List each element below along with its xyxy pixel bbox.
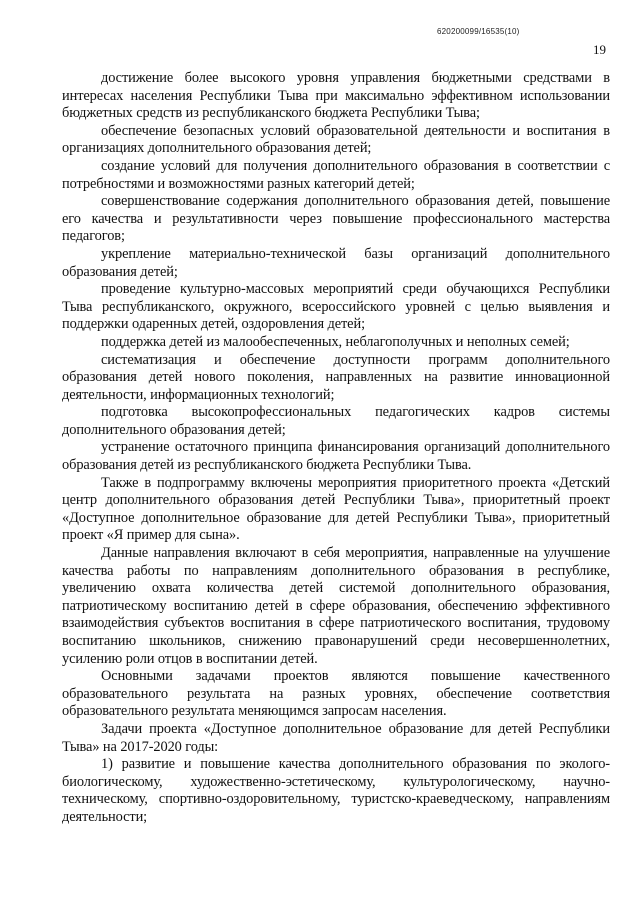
paragraph: создание условий для получения дополнительного образования в соответствии с потребностями и возможностями разных категорий детей; <box>62 157 610 192</box>
paragraph: Также в подпрограмму включены мероприятия приоритетного проекта «Детский центр дополнительного образования детей Республики Тыва», приоритетный проект «Доступное дополнительное образование для детей Республики Тыва», приоритетный проект «Я пример для сына». <box>62 474 610 544</box>
paragraph: совершенствование содержания дополнительного образования детей, повышение его качества и результативности через повышение профессионального мастерства педагогов; <box>62 193 610 245</box>
paragraph: Данные направления включают в себя мероприятия, направленные на улучшение качества работы по направлениям дополнительного образования в республике, увеличению охвата количества детей системой дополнительного образования, патриотическому воспитанию детей в сфере образования, обеспечению эффективного взаимодействия субъектов воспитания в сфере патриотического воспитания, трудовому воспитанию школьников, снижению правонарушений среди несовершеннолетних, усилению роли отцов в воспитании детей. <box>62 545 610 667</box>
paragraph: 1) развитие и повышение качества дополнительного образования по эколого-биологическому, художественно-эстетическому, культурологическому, научно-техническому, спортивно-оздоровительному, туристско-краеведческому, направлениям деятельности; <box>62 756 610 825</box>
paragraph: устранение остаточного принципа финансирования организаций дополнительного образования детей из республиканского бюджета Республики Тыва. <box>62 439 610 474</box>
paragraph: Задачи проекта «Доступное дополнительное образование для детей Республики Тыва» на 2017-2020 годы: <box>62 720 610 755</box>
paragraph: обеспечение безопасных условий образовательной деятельности и воспитания в организациях дополнительного образования детей; <box>62 122 610 157</box>
body-text <box>62 70 610 827</box>
paragraph: проведение культурно-массовых мероприятий среди обучающихся Республики Тыва республиканского, окружного, всероссийского уровней с целью выявления и поддержки одаренных детей, оздоровления детей; <box>62 281 610 333</box>
paragraph: подготовка высокопрофессиональных педагогических кадров системы дополнительного образования детей; <box>62 404 610 438</box>
paragraph: систематизация и обеспечение доступности программ дополнительного образования детей нового поколения, направленных на развитие инновационной деятельности, информационных технологий; <box>62 351 610 403</box>
paragraph: поддержка детей из малообеспеченных, неблагополучных и неполных семей; <box>101 333 570 350</box>
document-id: 620200099/16535(10) <box>437 27 520 36</box>
paragraph: Основными задачами проектов являются повышение качественного образовательного результата на разных уровнях, обеспечение соответствия образовательного результата меняющимся запросам населения. <box>62 668 610 720</box>
paragraph: укрепление материально-технической базы организаций дополнительного образования детей; <box>62 245 610 280</box>
page-number: 19 <box>593 42 606 57</box>
paragraph: достижение более высокого уровня управления бюджетными средствами в интересах населения Республики Тыва при максимально эффективном использовании бюджетных средств из республиканского бюджета Республики Тыва; <box>62 70 610 122</box>
